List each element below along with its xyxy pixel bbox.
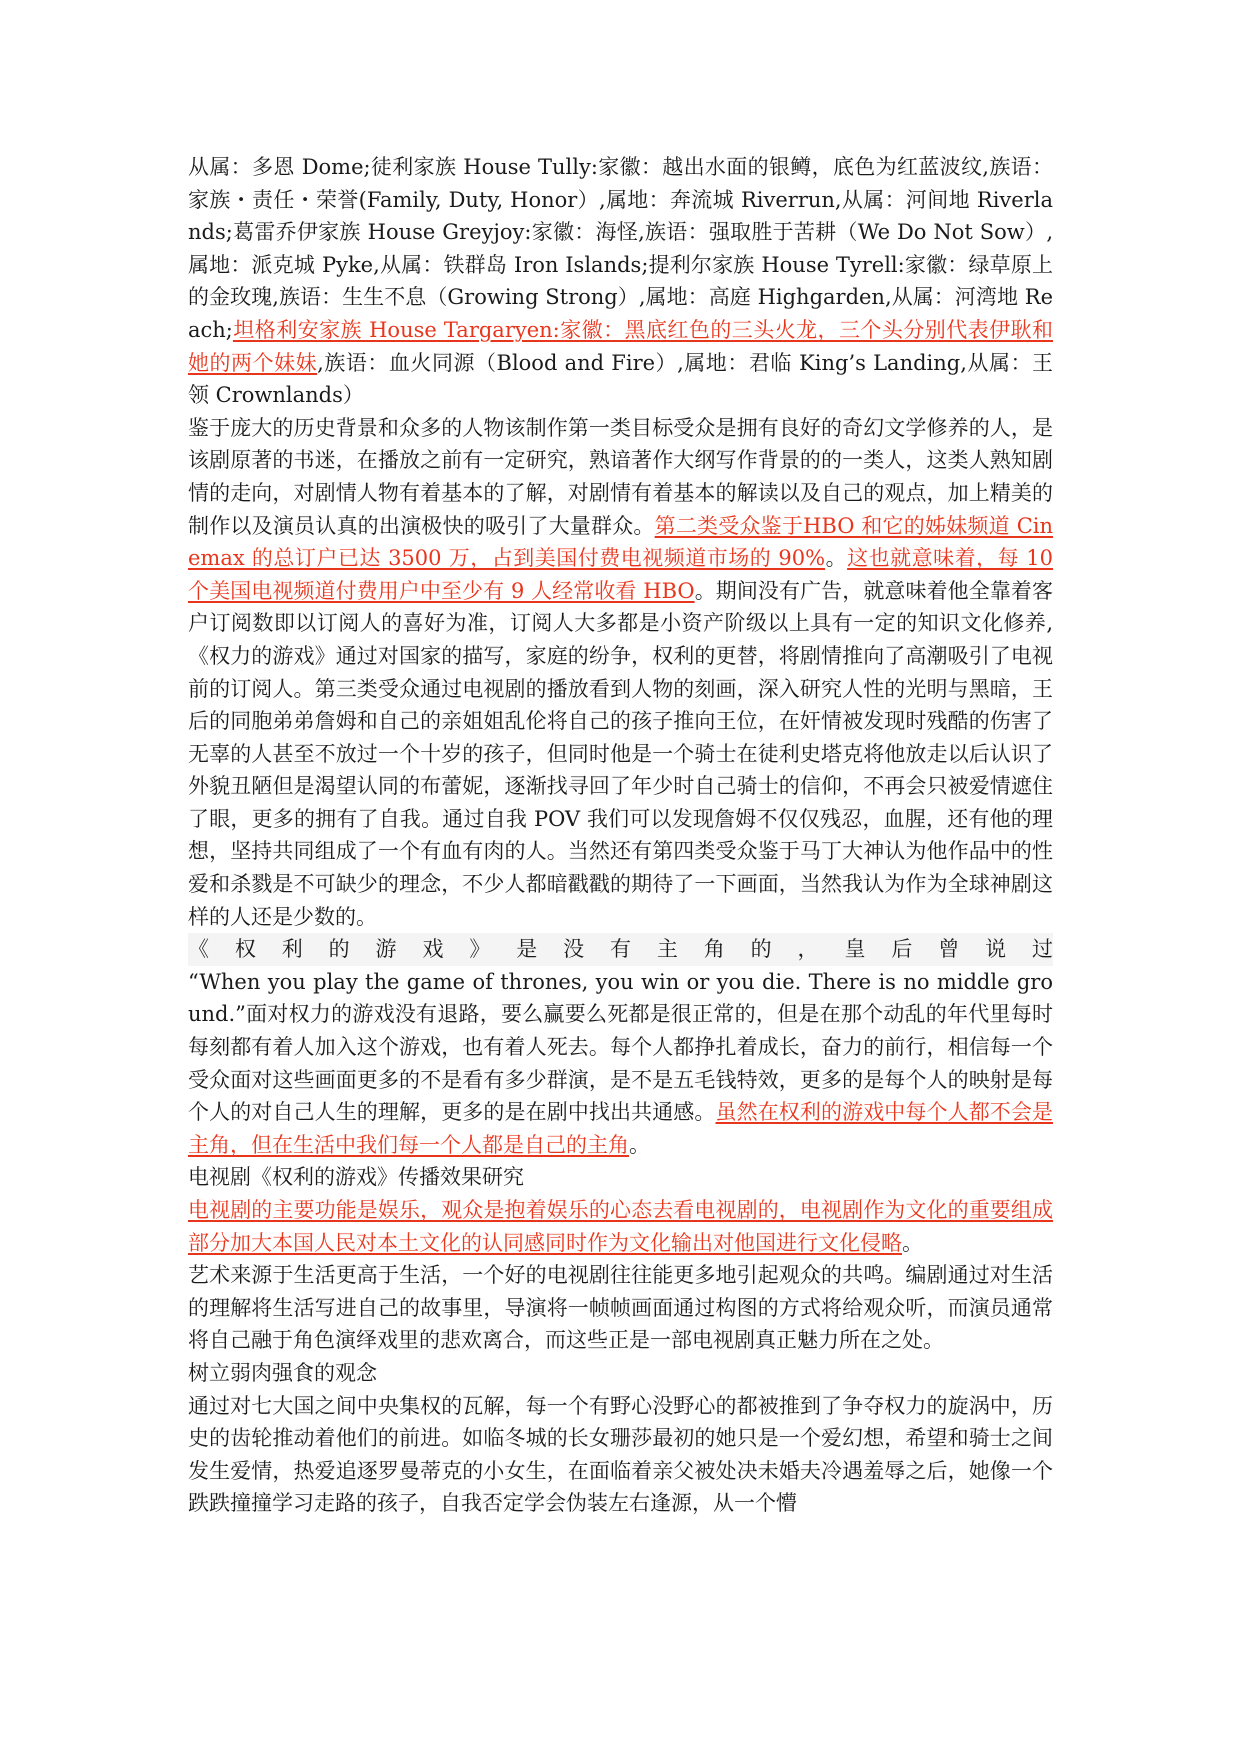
highlight-hbo-subscribers: 第二类受众鉴于HBO 和它的姊妹频道 Cinemax 的总订户已达 3500 万，占到美国付费电视频道市场的 90% [188, 513, 1053, 571]
section-heading-effect: 电视剧《权利的游戏》传播效果研究 [188, 1165, 524, 1190]
houses-text: 从属：多恩 Dome;徒利家族 House Tully:家徽：越出水面的银鳟，底色为红蓝波纹,族语：家族・责任・荣誉(Family, Duty, Honor）,属地：奔流城 Riverrun,从属：河间地 Riverlands;葛雷乔伊家族 House Greyjoy:家徽：海怪,族语：强取胜于苦耕（We Do Not Sow）,属地：派克城 Pyke,从属：铁群岛 Iron Islands;提利尔家族 House Tyrell:家徽：绿草原上的金玫瑰,族语：生生不息（Growing Strong）,属地：高庭 Highgarden,从属：河湾地 Reach; [188, 155, 1053, 342]
document-body [188, 151, 1053, 1520]
audience-separator: 。 [825, 546, 848, 571]
audience-text: 鉴于庞大的历史背景和众多的人物该制作第一类目标受众是拥有良好的奇幻文学修养的人，是该剧原著的书迷，在播放之前有一定研究，熟谙著作大纲写作背景的的一类人，这类人熟知剧情的走向，对剧情人物有着基本的了解，对剧情有着基本的解读以及自己的观点，加上精美的制作以及演员认真的出演极快的吸引了大量群众。 [188, 415, 1053, 538]
paragraph-entertainment [188, 1194, 1053, 1259]
entertainment-end: 。 [902, 1230, 923, 1255]
quote-text-end: 。 [629, 1132, 650, 1157]
section-heading-law-of-jungle: 树立弱肉强食的观念 [188, 1360, 377, 1385]
spread-line: 《 权 利 的 游 戏 》 是 没 有 主 角 的 ， 皇 后 曾 说 过 [188, 933, 1053, 966]
paragraph-centralization: 通过对七大国之间中央集权的瓦解，每一个有野心没野心的都被推到了争夺权力的旋涡中，历史的齿轮推动着他们的前进。如临冬城的长女珊莎最初的她只是一个爱幻想，希望和骑士之间发生爱情，热爱追逐罗曼蒂克的小女生，在面临着亲父被处决未婚夫冷遇羞辱之后，她像一个跌跌撞撞学习走路的孩子，自我否定学会伪装左右逢源，从一个懵 [188, 1393, 1053, 1516]
quote-text: “When you play the game of thrones, you win or you die. There is no middle ground.”面对权力的游戏没有退路，要么赢要么死都是很正常的，但是在那个动乱的年代里每时每刻都有着人加入这个游戏，也有着人死去。每个人都挣扎着成长，奋力的前行，相信每一个受众面对这些画面更多的不是看有多少群演，是不是五毛钱特效，更多的是每个人的映射是每个人的对自己人生的理解，更多的是在剧中找出共通感。 [188, 969, 1053, 1125]
houses-text-end: ,族语：血火同源（Blood and Fire）,属地：君临 King’s Landing,从属：王领 Crownlands） [188, 350, 1053, 408]
paragraph-houses [188, 151, 1053, 412]
highlight-targaryen: 坦格利安家族 House Targaryen:家徽：黑底红色的三头火龙，三个头分别代表伊耿和她的两个妹妹 [188, 317, 1053, 375]
highlight-entertainment: 电视剧的主要功能是娱乐，观众是抱着娱乐的心态去看电视剧的，电视剧作为文化的重要组成部分加大本国人民对本土文化的认同感同时作为文化输出对他国进行文化侵略 [188, 1198, 1053, 1255]
paragraph-no-protagonist [188, 933, 1053, 1161]
highlight-protagonist: 虽然在权利的游戏中每个人都不会是主角，但在生活中我们每一个人都是自己的主角 [188, 1100, 1053, 1157]
highlight-hbo-viewers: 这也就意味着，每 10 个美国电视频道付费用户中至少有 9 人经常收看 HBO [188, 546, 1054, 603]
paragraph-art: 艺术来源于生活更高于生活，一个好的电视剧往往能更多地引起观众的共鸣。编剧通过对生活的理解将生活写进自己的故事里，导演将一帧帧画面通过构图的方式将给观众听，而演员通常将自己融于角色演绎戏里的悲欢离合，而这些正是一部电视剧真正魅力所在之处。 [188, 1263, 1053, 1353]
paragraph-audience [188, 412, 1053, 934]
audience-text-end: 。期间没有广告，就意味着他全靠着客户订阅数即以订阅人的喜好为准，订阅人大多都是小资产阶级以上具有一定的知识文化修养,《权力的游戏》通过对国家的描写，家庭的纷争，权利的更替，将剧情推向了高潮吸引了电视前的订阅人。第三类受众通过电视剧的播放看到人物的刻画，深入研究人性的光明与黑暗，王后的同胞弟弟詹姆和自己的亲姐姐乱伦将自己的孩子推向王位，在奸情被发现时残酷的伤害了无辜的人甚至不放过一个十岁的孩子，但同时他是一个骑士在徒利史塔克将他放走以后认识了外貌丑陋但是渴望认同的布蕾妮，逐渐找寻回了年少时自己骑士的信仰，不再会只被爱情遮住了眼，更多的拥有了自我。通过自我 POV 我们可以发现詹姆不仅仅残忍，血腥，还有他的理想，坚持共同组成了一个有血有肉的人。当然还有第四类受众鉴于马丁大神认为他作品中的性爱和杀戮是不可缺少的理念，不少人都暗戳戳的期待了一下画面，当然我认为作为全球神剧这样的人还是少数的。 [188, 578, 1053, 929]
